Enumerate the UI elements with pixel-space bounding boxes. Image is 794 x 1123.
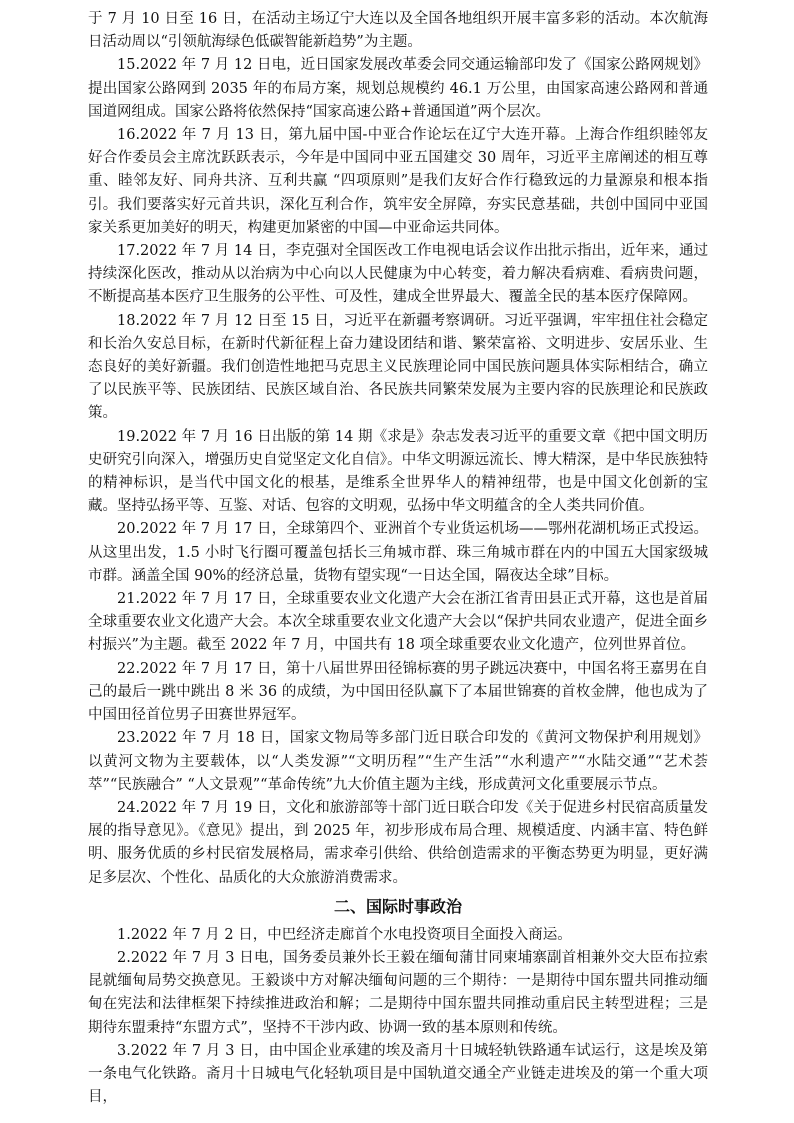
intl-paragraph-1: 1.2022 年 7 月 2 日，中巴经济走廊首个水电投资项目全面投入商运。 <box>117 926 572 943</box>
document-page <box>88 8 708 1109</box>
paragraph-15: 15.2022 年 7 月 12 日电，近日国家发展改革委会同交通运输部印发了《国家公路网规划》提出国家公路网到 2035 年的布局方案，规划总规模约 46.1 万公里，由国家高速公路网和普通国道网组成。国家公路将依然保持“国家高速公路+普通国道”两个层次。 <box>88 57 708 120</box>
paragraph-19: 19.2022 年 7 月 16 日出版的第 14 期《求是》杂志发表习近平的重要文章《把中国文明历史研究引向深入，增强历史自觉坚定文化自信》。中华文明源远流长、博大精深，是中华民族独特的精神标识，是当代中国文化的根基，是维系全世界华人的精神纽带，也是中国文化创新的宝藏。坚持弘扬平等、互鉴、对话、包容的文明观，弘扬中华文明蕴含的全人类共同价值。 <box>88 428 708 515</box>
paragraph-14-continued: 于 7 月 10 日至 16 日，在活动主场辽宁大连以及全国各地组织开展丰富多彩的活动。本次航海日活动周以“引领航海绿色低碳智能新趋势”为主题。 <box>88 11 708 51</box>
paragraph-18: 18.2022 年 7 月 12 日至 15 日，习近平在新疆考察调研。习近平强调，牢牢扭住社会稳定和长治久安总目标，在新时代新征程上奋力建设团结和谐、繁荣富裕、文明进步、安居乐业、生态良好的美好新疆。我们创造性地把马克思主义民族理论同中国民族问题具体实际相结合，确立了以民族平等、民族团结、民族区域自治、各民族共同繁荣发展为主要内容的民族理论和民族政策。 <box>88 312 708 422</box>
paragraph-21: 21.2022 年 7 月 17 日，全球重要农业文化遗产大会在浙江省青田县正式开幕，这也是首届全球重要农业文化遗产大会。本次全球重要农业文化遗产大会以“保护共同农业遗产，促进全面乡村振兴”为主题。截至 2022 年 7 月，中国共有 18 项全球重要农业文化遗产，位列世界首位。 <box>88 591 708 654</box>
paragraph-22: 22.2022 年 7 月 17 日，第十八届世界田径锦标赛的男子跳远决赛中，中国名将王嘉男在自己的最后一跳中跳出 8 米 36 的成绩，为中国田径队赢下了本届世锦赛的首枚金牌，他也成为了中国田径首位男子田赛世界冠军。 <box>88 660 708 724</box>
paragraph-17: 17.2022 年 7 月 14 日，李克强对全国医改工作电视电话会议作出批示指出，近年来，通过持续深化医改，推动从以治病为中心向以人民健康为中心转变，着力解决看病难、看病贵问题，不断提高基本医疗卫生服务的公平性、可及性，建成全世界最大、覆盖全民的基本医疗保障网。 <box>88 243 708 306</box>
paragraph-23: 23.2022 年 7 月 18 日，国家文物局等多部门近日联合印发的《黄河文物保护利用规划》 以黄河文物为主要载体，以“人类发源”“文明历程”“生产生活”“水利遗产”“水陆交通”“艺术荟萃”“民族融合” “人文景观”“革命传统”九大价值主题为主线，形成黄河文化重要展示节点。 <box>88 730 708 793</box>
intl-paragraph-2: 2.2022 年 7 月 3 日电，国务委员兼外长王毅在缅甸蒲甘同柬埔寨副首相兼外交大臣布拉索昆就缅甸局势交换意见。王毅谈中方对解决缅甸问题的三个期待：一是期待中国东盟共同推动缅甸在宪法和法律框架下持续推进政治和解；二是期待中国东盟共同推动重启民主转型进程；三是期待东盟秉持“东盟方式”，坚持不干涉内政、协调一致的基本原则和传统。 <box>88 949 708 1036</box>
paragraph-20: 20.2022 年 7 月 17 日，全球第四个、亚洲首个专业货运机场——鄂州花湖机场正式投运。从这里出发，1.5 小时飞行圈可覆盖包括长三角城市群、珠三角城市群在内的中国五大国家级城市群。涵盖全国 90%的经济总量，货物有望实现“一日达全国，隔夜达全球”目标。 <box>88 521 708 584</box>
intl-paragraph-3: 3.2022 年 7 月 3 日，由中国企业承建的埃及斋月十日城轻轨铁路通车试运行，这是埃及第一条电气化铁路。斋月十日城电气化轻轨项目是中国轨道交通全产业链走进埃及的第一个重大项目， <box>88 1042 708 1106</box>
section-heading-international: 二、国际时事政治 <box>333 896 462 916</box>
paragraph-16: 16.2022 年 7 月 13 日，第九届中国-中亚合作论坛在辽宁大连开幕。上海合作组织睦邻友好合作委员会主席沈跃跃表示，今年是中国同中亚五国建交 30 周年，习近平主席阐述的相互尊重、睦邻友好、同舟共济、互利共赢 “四项原则”是我们友好合作行稳致远的力量源泉和根本指引。我们要落实好元首共识，深化互利合作，筑牢安全屏障，夯实民意基础，共创中国同中亚国家关系更加美好的明天，构建更加紧密的中国—中亚命运共同体。 <box>88 127 708 236</box>
paragraph-24: 24.2022 年 7 月 19 日，文化和旅游部等十部门近日联合印发《关于促进乡村民宿高质量发展的指导意见》。《意见》提出，到 2025 年，初步形成布局合理、规模适度、内涵丰富、特色鲜明、服务优质的乡村民宿发展格局，需求牵引供给、供给创造需求的平衡态势更为明显，更好满足多层次、个性化、品质化的大众旅游消费需求。 <box>88 799 708 886</box>
